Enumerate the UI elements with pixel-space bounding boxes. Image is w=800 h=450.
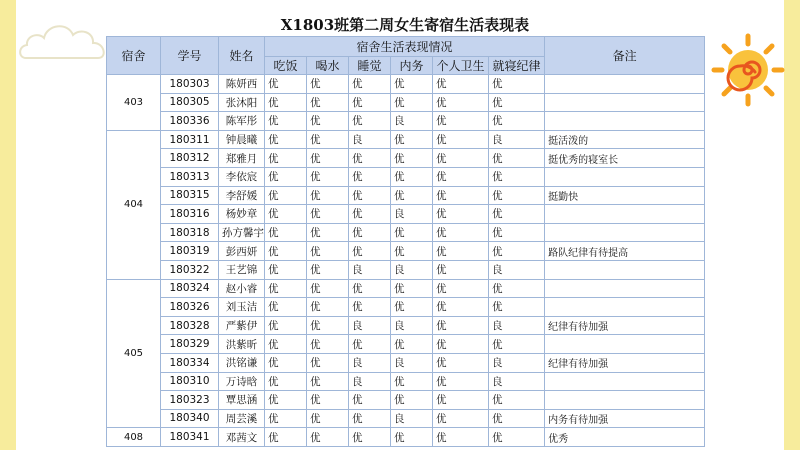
grade-cell: 优 <box>349 298 391 317</box>
table-row <box>107 353 705 372</box>
grade-cell: 优 <box>307 205 349 224</box>
grade-cell: 优 <box>265 428 307 447</box>
grade-cell: 良 <box>391 260 433 279</box>
grade-cell: 优 <box>391 75 433 94</box>
header-group: 宿舍生活表现情况 <box>265 37 545 57</box>
grade-cell: 优 <box>433 298 489 317</box>
grade-cell: 优 <box>349 112 391 131</box>
grade-cell: 优 <box>307 316 349 335</box>
grade-cell: 优 <box>433 205 489 224</box>
student-name-cell: 杨妙章 <box>219 205 265 224</box>
grade-cell: 优 <box>307 186 349 205</box>
table-row <box>107 186 705 205</box>
remark-cell: 挺优秀的寝室长 <box>545 149 705 168</box>
grade-cell: 优 <box>433 167 489 186</box>
dorm-cell: 408 <box>107 428 161 447</box>
grade-cell: 优 <box>265 130 307 149</box>
grade-cell: 优 <box>433 335 489 354</box>
sun-icon <box>710 32 786 108</box>
grade-cell: 优 <box>391 130 433 149</box>
grade-cell: 优 <box>265 223 307 242</box>
grade-cell: 优 <box>391 93 433 112</box>
grade-cell: 优 <box>489 409 545 428</box>
student-name-cell: 李舒媛 <box>219 186 265 205</box>
dorm-cell: 404 <box>107 130 161 279</box>
remark-cell <box>545 372 705 391</box>
grade-cell: 优 <box>265 335 307 354</box>
grade-cell: 优 <box>391 186 433 205</box>
grade-cell: 良 <box>489 260 545 279</box>
grade-cell: 优 <box>349 428 391 447</box>
remark-cell: 内务有待加强 <box>545 409 705 428</box>
grade-cell: 优 <box>307 223 349 242</box>
grade-cell: 优 <box>307 112 349 131</box>
performance-table <box>106 36 705 447</box>
remark-cell: 纪律有待加强 <box>545 316 705 335</box>
header-drinking: 喝水 <box>307 57 349 75</box>
header-student-id: 学号 <box>161 37 219 75</box>
grade-cell: 优 <box>265 298 307 317</box>
remark-cell <box>545 260 705 279</box>
table-row <box>107 149 705 168</box>
grade-cell: 优 <box>433 242 489 261</box>
table-row <box>107 223 705 242</box>
grade-cell: 良 <box>489 130 545 149</box>
grade-cell: 优 <box>433 428 489 447</box>
grade-cell: 良 <box>349 353 391 372</box>
grade-cell: 优 <box>349 409 391 428</box>
grade-cell: 优 <box>349 186 391 205</box>
dorm-cell: 405 <box>107 279 161 428</box>
student-name-cell: 赵小睿 <box>219 279 265 298</box>
student-id-cell: 180324 <box>161 279 219 298</box>
student-id-cell: 180319 <box>161 242 219 261</box>
grade-cell: 优 <box>307 391 349 410</box>
grade-cell: 优 <box>265 149 307 168</box>
remark-cell: 优秀 <box>545 428 705 447</box>
student-name-cell: 陈妍西 <box>219 75 265 94</box>
slide <box>16 0 784 450</box>
grade-cell: 优 <box>391 391 433 410</box>
student-id-cell: 180303 <box>161 75 219 94</box>
grade-cell: 优 <box>391 167 433 186</box>
grade-cell: 优 <box>265 242 307 261</box>
grade-cell: 优 <box>489 242 545 261</box>
grade-cell: 优 <box>307 279 349 298</box>
table-row <box>107 242 705 261</box>
remark-cell <box>545 279 705 298</box>
grade-cell: 优 <box>489 279 545 298</box>
grade-cell: 优 <box>307 75 349 94</box>
cloud-icon <box>18 14 110 64</box>
remark-cell <box>545 93 705 112</box>
student-id-cell: 180323 <box>161 391 219 410</box>
table-row <box>107 409 705 428</box>
grade-cell: 优 <box>433 260 489 279</box>
grade-cell: 优 <box>265 205 307 224</box>
grade-cell: 良 <box>349 130 391 149</box>
grade-cell: 优 <box>391 428 433 447</box>
grade-cell: 优 <box>433 149 489 168</box>
grade-cell: 优 <box>307 260 349 279</box>
grade-cell: 优 <box>349 75 391 94</box>
grade-cell: 优 <box>433 353 489 372</box>
grade-cell: 良 <box>391 316 433 335</box>
student-name-cell: 钟晨曦 <box>219 130 265 149</box>
grade-cell: 优 <box>433 112 489 131</box>
grade-cell: 优 <box>307 130 349 149</box>
student-id-cell: 180318 <box>161 223 219 242</box>
grade-cell: 优 <box>433 130 489 149</box>
grade-cell: 优 <box>489 335 545 354</box>
grade-cell: 优 <box>265 316 307 335</box>
remark-cell: 路队纪律有待提高 <box>545 242 705 261</box>
grade-cell: 良 <box>391 112 433 131</box>
table-row <box>107 279 705 298</box>
grade-cell: 优 <box>265 93 307 112</box>
header-bedtime-discipline: 就寝纪律 <box>489 57 545 75</box>
remark-cell <box>545 205 705 224</box>
student-name-cell: 刘玉洁 <box>219 298 265 317</box>
dorm-cell: 403 <box>107 75 161 131</box>
grade-cell: 优 <box>489 428 545 447</box>
grade-cell: 优 <box>307 149 349 168</box>
grade-cell: 优 <box>433 316 489 335</box>
grade-cell: 优 <box>265 112 307 131</box>
grade-cell: 优 <box>391 279 433 298</box>
sheet <box>106 14 704 450</box>
grade-cell: 优 <box>433 279 489 298</box>
grade-cell: 良 <box>489 353 545 372</box>
grade-cell: 优 <box>391 372 433 391</box>
grade-cell: 良 <box>349 316 391 335</box>
grade-cell: 优 <box>489 149 545 168</box>
grade-cell: 良 <box>391 205 433 224</box>
grade-cell: 良 <box>391 353 433 372</box>
grade-cell: 优 <box>349 93 391 112</box>
grade-cell: 优 <box>489 93 545 112</box>
grade-cell: 优 <box>349 279 391 298</box>
grade-cell: 优 <box>265 279 307 298</box>
grade-cell: 优 <box>391 242 433 261</box>
student-name-cell: 洪铭谦 <box>219 353 265 372</box>
grade-cell: 优 <box>349 205 391 224</box>
grade-cell: 优 <box>433 391 489 410</box>
table-row <box>107 93 705 112</box>
grade-cell: 优 <box>349 242 391 261</box>
student-name-cell: 郑雅月 <box>219 149 265 168</box>
grade-cell: 优 <box>307 409 349 428</box>
student-id-cell: 180322 <box>161 260 219 279</box>
table-row <box>107 428 705 447</box>
student-name-cell: 张沐阳 <box>219 93 265 112</box>
table-row <box>107 298 705 317</box>
table-body <box>107 75 705 447</box>
grade-cell: 良 <box>349 372 391 391</box>
table-row <box>107 316 705 335</box>
grade-cell: 优 <box>391 335 433 354</box>
grade-cell: 良 <box>349 260 391 279</box>
grade-cell: 优 <box>489 112 545 131</box>
table-row <box>107 205 705 224</box>
grade-cell: 优 <box>307 372 349 391</box>
student-name-cell: 覃思涵 <box>219 391 265 410</box>
student-name-cell: 孙方馨宇 <box>219 223 265 242</box>
grade-cell: 优 <box>307 335 349 354</box>
student-id-cell: 180326 <box>161 298 219 317</box>
grade-cell: 优 <box>307 298 349 317</box>
grade-cell: 优 <box>307 242 349 261</box>
grade-cell: 优 <box>433 186 489 205</box>
student-id-cell: 180336 <box>161 112 219 131</box>
student-id-cell: 180312 <box>161 149 219 168</box>
grade-cell: 优 <box>349 167 391 186</box>
grade-cell: 优 <box>265 186 307 205</box>
student-id-cell: 180341 <box>161 428 219 447</box>
table-row <box>107 112 705 131</box>
remark-cell <box>545 335 705 354</box>
grade-cell: 优 <box>489 298 545 317</box>
grade-cell: 良 <box>489 372 545 391</box>
grade-cell: 优 <box>489 167 545 186</box>
remark-cell <box>545 75 705 94</box>
grade-cell: 优 <box>307 93 349 112</box>
table-row <box>107 130 705 149</box>
student-id-cell: 180316 <box>161 205 219 224</box>
grade-cell: 优 <box>265 353 307 372</box>
grade-cell: 优 <box>349 391 391 410</box>
student-name-cell: 洪紫昕 <box>219 335 265 354</box>
grade-cell: 良 <box>391 409 433 428</box>
table-title: X1803班第二周女生寄宿生活表现表 <box>280 16 530 34</box>
grade-cell: 优 <box>349 149 391 168</box>
grade-cell: 优 <box>349 335 391 354</box>
grade-cell: 优 <box>489 205 545 224</box>
student-name-cell: 彭西妍 <box>219 242 265 261</box>
grade-cell: 优 <box>391 149 433 168</box>
student-name-cell: 陈军彤 <box>219 112 265 131</box>
grade-cell: 优 <box>307 167 349 186</box>
table-row <box>107 167 705 186</box>
grade-cell: 优 <box>433 93 489 112</box>
student-id-cell: 180340 <box>161 409 219 428</box>
student-id-cell: 180311 <box>161 130 219 149</box>
remark-cell <box>545 298 705 317</box>
header-housekeeping: 内务 <box>391 57 433 75</box>
student-id-cell: 180305 <box>161 93 219 112</box>
header-dorm: 宿舍 <box>107 37 161 75</box>
grade-cell: 优 <box>391 298 433 317</box>
remark-cell <box>545 391 705 410</box>
remark-cell: 挺活泼的 <box>545 130 705 149</box>
student-id-cell: 180328 <box>161 316 219 335</box>
grade-cell: 优 <box>489 391 545 410</box>
grade-cell: 优 <box>433 372 489 391</box>
student-id-cell: 180334 <box>161 353 219 372</box>
grade-cell: 优 <box>265 260 307 279</box>
student-name-cell: 万诗晗 <box>219 372 265 391</box>
grade-cell: 优 <box>433 409 489 428</box>
table-row <box>107 391 705 410</box>
grade-cell: 优 <box>433 223 489 242</box>
student-name-cell: 王艺锦 <box>219 260 265 279</box>
student-name-cell: 李依宸 <box>219 167 265 186</box>
grade-cell: 良 <box>489 316 545 335</box>
header-remark: 备注 <box>545 37 705 75</box>
header-hygiene: 个人卫生 <box>433 57 489 75</box>
grade-cell: 优 <box>433 75 489 94</box>
student-name-cell: 严紫伊 <box>219 316 265 335</box>
student-name-cell: 邓茜文 <box>219 428 265 447</box>
grade-cell: 优 <box>307 353 349 372</box>
grade-cell: 优 <box>349 223 391 242</box>
student-id-cell: 180315 <box>161 186 219 205</box>
grade-cell: 优 <box>265 372 307 391</box>
table-row <box>107 260 705 279</box>
header-sleeping: 睡觉 <box>349 57 391 75</box>
grade-cell: 优 <box>265 75 307 94</box>
student-name-cell: 周芸溪 <box>219 409 265 428</box>
table-row <box>107 372 705 391</box>
grade-cell: 优 <box>265 167 307 186</box>
grade-cell: 优 <box>307 428 349 447</box>
student-id-cell: 180310 <box>161 372 219 391</box>
student-id-cell: 180313 <box>161 167 219 186</box>
remark-cell <box>545 167 705 186</box>
header-eating: 吃饭 <box>265 57 307 75</box>
remark-cell <box>545 223 705 242</box>
table-row <box>107 75 705 94</box>
header-name: 姓名 <box>219 37 265 75</box>
table-row <box>107 335 705 354</box>
remark-cell: 挺勤快 <box>545 186 705 205</box>
grade-cell: 优 <box>489 223 545 242</box>
remark-cell: 纪律有待加强 <box>545 353 705 372</box>
remark-cell <box>545 112 705 131</box>
grade-cell: 优 <box>489 186 545 205</box>
grade-cell: 优 <box>265 409 307 428</box>
grade-cell: 优 <box>489 75 545 94</box>
student-id-cell: 180329 <box>161 335 219 354</box>
grade-cell: 优 <box>265 391 307 410</box>
grade-cell: 优 <box>391 223 433 242</box>
